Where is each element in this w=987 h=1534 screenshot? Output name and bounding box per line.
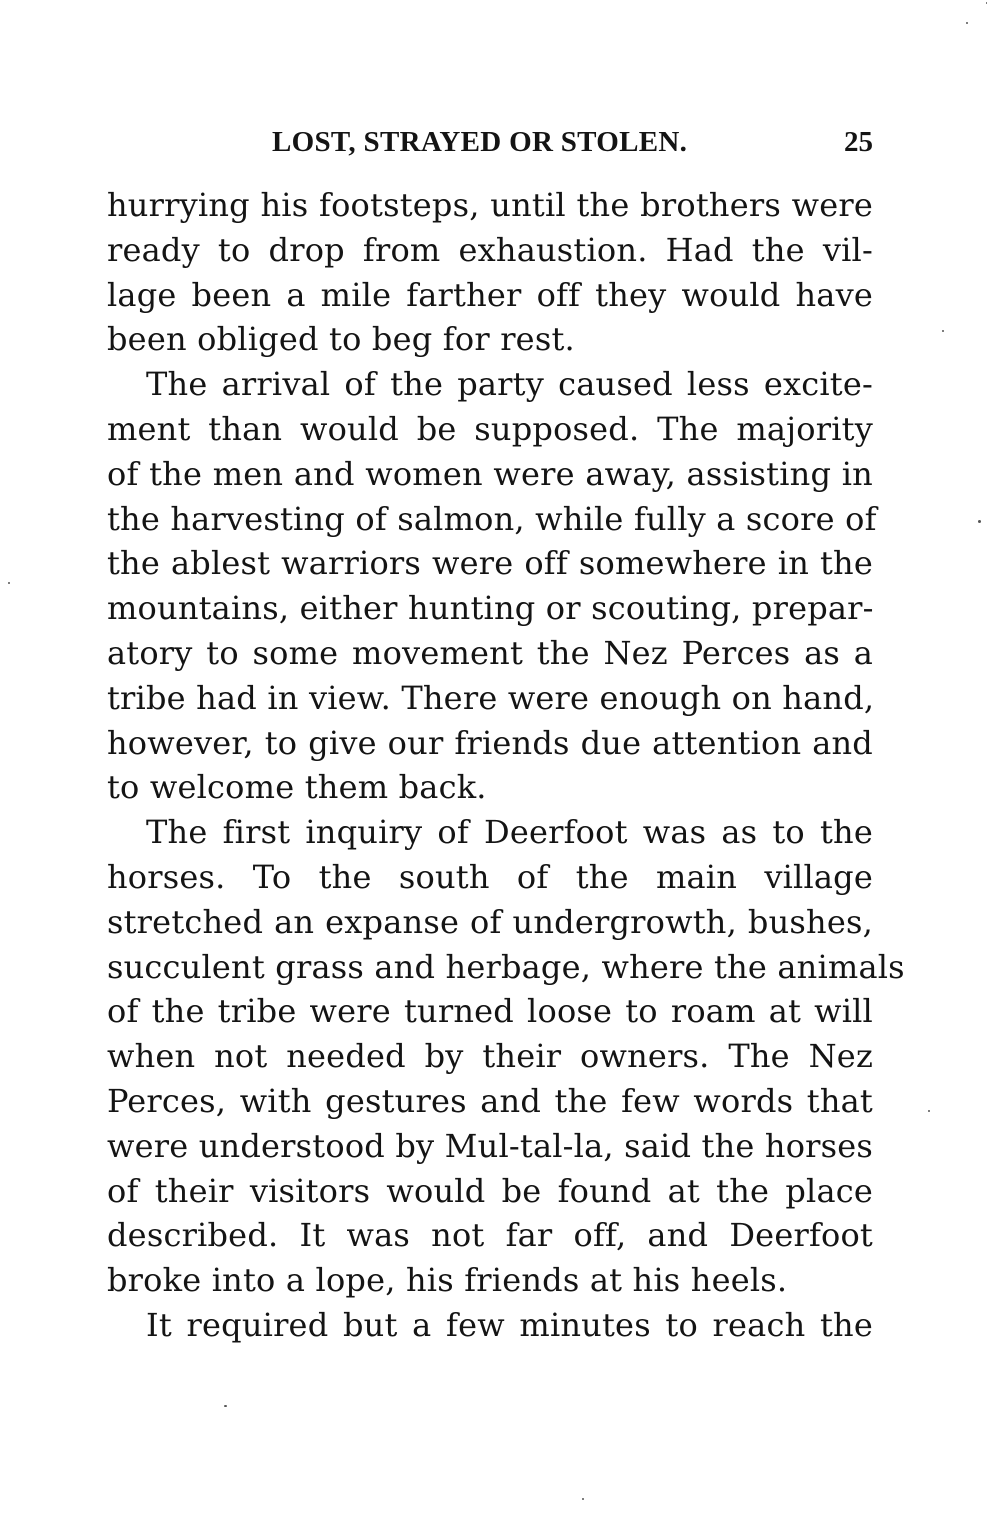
text-line: the ablest warriors were off somewhere in the	[107, 544, 873, 583]
text-line: mountains, either hunting or scouting, prepar-	[107, 589, 874, 628]
page-number: 25	[844, 126, 873, 158]
text-line: described. It was not far off, and Deerfoot	[107, 1216, 873, 1255]
text-line: succulent grass and herbage, where the animals	[107, 947, 905, 986]
running-title: LOST, STRAYED OR STOLEN.	[272, 126, 688, 158]
scan-speck	[966, 22, 968, 24]
text-line: lage been a mile farther off they would have	[107, 275, 873, 314]
text-line: atory to some movement the Nez Perces as a	[107, 633, 873, 672]
text-line: were understood by Mul-tal-la, said the horses	[107, 1126, 874, 1165]
text-line: of their visitors would be found at the place	[107, 1171, 873, 1210]
scan-speck	[928, 1110, 930, 1112]
text-line: ready to drop from exhaustion. Had the vil-	[107, 230, 873, 269]
scan-speck	[582, 1498, 584, 1500]
text-line: however, to give our friends due attention and	[107, 723, 873, 762]
text-line: broke into a lope, his friends at his heels.	[107, 1261, 788, 1300]
scan-speck	[8, 582, 10, 584]
text-line: horses. To the south of the main village	[107, 857, 873, 896]
text-line: to welcome them back.	[107, 768, 487, 807]
scan-speck	[942, 330, 944, 332]
text-line: of the tribe were turned loose to roam at will	[107, 992, 873, 1031]
scan-speck	[224, 1405, 227, 1407]
text-line: The arrival of the party caused less excite-	[146, 365, 873, 404]
text-line: stretched an expanse of undergrowth, bushes,	[107, 902, 873, 941]
text-line: been obliged to beg for rest.	[107, 320, 575, 359]
body-text	[107, 183, 905, 1348]
page-header	[0, 120, 987, 164]
text-line: tribe had in view. There were enough on hand,	[107, 678, 875, 717]
text-line: when not needed by their owners. The Nez	[107, 1037, 873, 1076]
text-line: the harvesting of salmon, while fully a score of	[107, 499, 877, 538]
text-line: The first inquiry of Deerfoot was as to the	[146, 813, 873, 852]
text-line: hurrying his footsteps, until the brothers were	[107, 186, 873, 224]
text-line: ment than would be supposed. The majority	[107, 409, 873, 448]
scan-speck	[978, 520, 981, 523]
text-line: Perces, with gestures and the few words that	[107, 1081, 873, 1120]
text-line: It required but a few minutes to reach the	[146, 1305, 873, 1344]
text-line: of the men and women were away, assisting in	[107, 454, 873, 493]
